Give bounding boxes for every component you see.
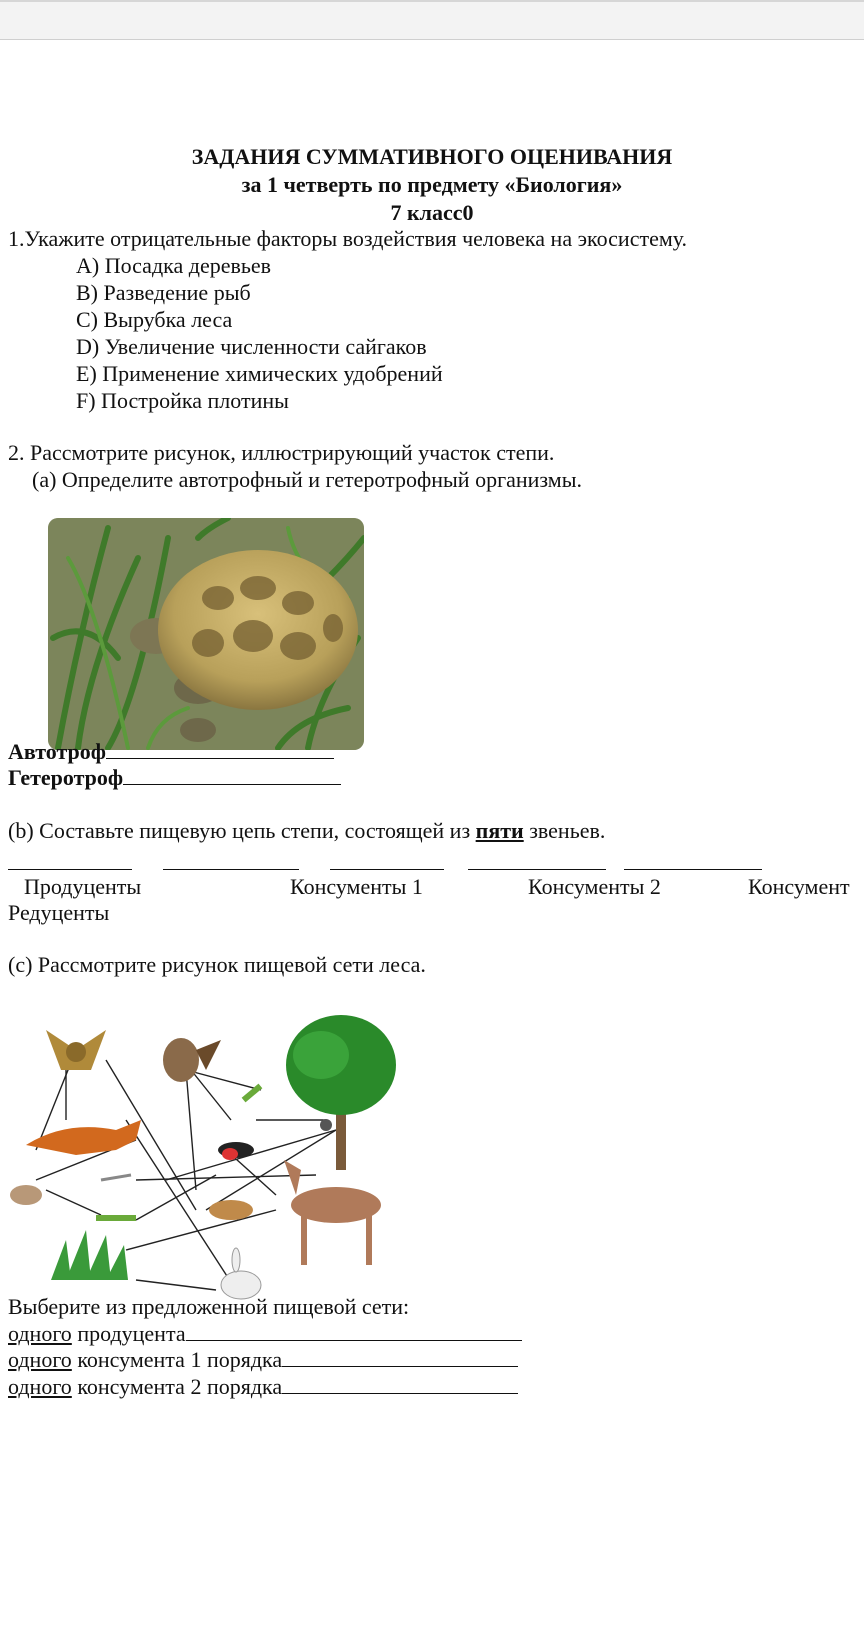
choose-item-producer	[8, 1320, 522, 1347]
doc-subtitle: за 1 четверть по предмету «Биология»	[241, 172, 623, 197]
autotroph-label: Автотроф	[8, 739, 106, 764]
producer-answer-line[interactable]	[186, 1320, 522, 1341]
choose-item-emphasis: одного	[8, 1347, 72, 1372]
worksheet-page	[0, 40, 864, 1627]
question-2: 2. Рассмотрите рисунок, иллюстрирующий участок степи.	[8, 440, 555, 465]
chain-label-consumer: Консумент	[748, 874, 850, 899]
choose-item-text: консумента 1 порядка	[71, 1347, 283, 1372]
food-web-illustration	[6, 1010, 416, 1310]
choose-item-consumer-2	[8, 1373, 518, 1400]
consumer-1-answer-line[interactable]	[282, 1346, 518, 1367]
option-b: B) Разведение рыб	[76, 280, 251, 305]
option-f: F) Постройка плотины	[76, 388, 289, 413]
chain-blank-2[interactable]	[163, 869, 299, 870]
doc-title: ЗАДАНИЯ СУММАТИВНОГО ОЦЕНИВАНИЯ	[191, 144, 673, 169]
autotroph-answer-line[interactable]	[106, 738, 334, 759]
option-e: E) Применение химических удобрений	[76, 361, 443, 386]
question-2a: (a) Определите автотрофный и гетеротрофный организмы.	[32, 467, 582, 492]
choose-item-emphasis: одного	[8, 1374, 72, 1399]
chain-blank-4[interactable]	[468, 869, 606, 870]
option-d: D) Увеличение численности сайгаков	[76, 334, 427, 359]
choose-item-text: консумента 2 порядка	[71, 1374, 283, 1399]
option-a: A) Посадка деревьев	[76, 253, 272, 278]
question-2b-text-end: звеньев.	[523, 818, 606, 843]
question-2b-emphasis: пяти	[475, 818, 524, 843]
heterotroph-answer-line[interactable]	[123, 764, 341, 785]
autotroph-row	[8, 738, 334, 765]
question-2b-text: (b) Составьте пищевую цепь степи, состоящей из	[8, 818, 476, 843]
question-1: 1.Укажите отрицательные факторы воздействия человека на экосистему.	[8, 226, 688, 251]
doc-grade: 7 класс0	[390, 200, 474, 225]
question-2b	[8, 818, 605, 844]
option-c: C) Вырубка леса	[76, 307, 233, 332]
question-2c: (c) Рассмотрите рисунок пищевой сети леса.	[8, 952, 426, 977]
tortoise-photo	[48, 518, 364, 750]
chain-label-decomposers: Редуценты	[8, 900, 110, 925]
choose-item-emphasis: одного	[8, 1321, 72, 1346]
heterotroph-row	[8, 764, 341, 791]
chain-label-consumers-1: Консументы 1	[290, 874, 423, 899]
chain-label-producers: Продуценты	[24, 874, 142, 899]
chain-label-consumers-2: Консументы 2	[528, 874, 661, 899]
heterotroph-label: Гетеротроф	[8, 765, 124, 790]
chain-blank-3[interactable]	[330, 869, 444, 870]
consumer-2-answer-line[interactable]	[282, 1373, 518, 1394]
choose-item-text: продуцента	[71, 1321, 186, 1346]
choose-item-consumer-1	[8, 1346, 518, 1373]
choose-title: Выберите из предложенной пищевой сети:	[8, 1294, 410, 1319]
browser-toolbar	[0, 0, 864, 40]
chain-blank-5[interactable]	[624, 869, 762, 870]
chain-blank-1[interactable]	[8, 869, 132, 870]
